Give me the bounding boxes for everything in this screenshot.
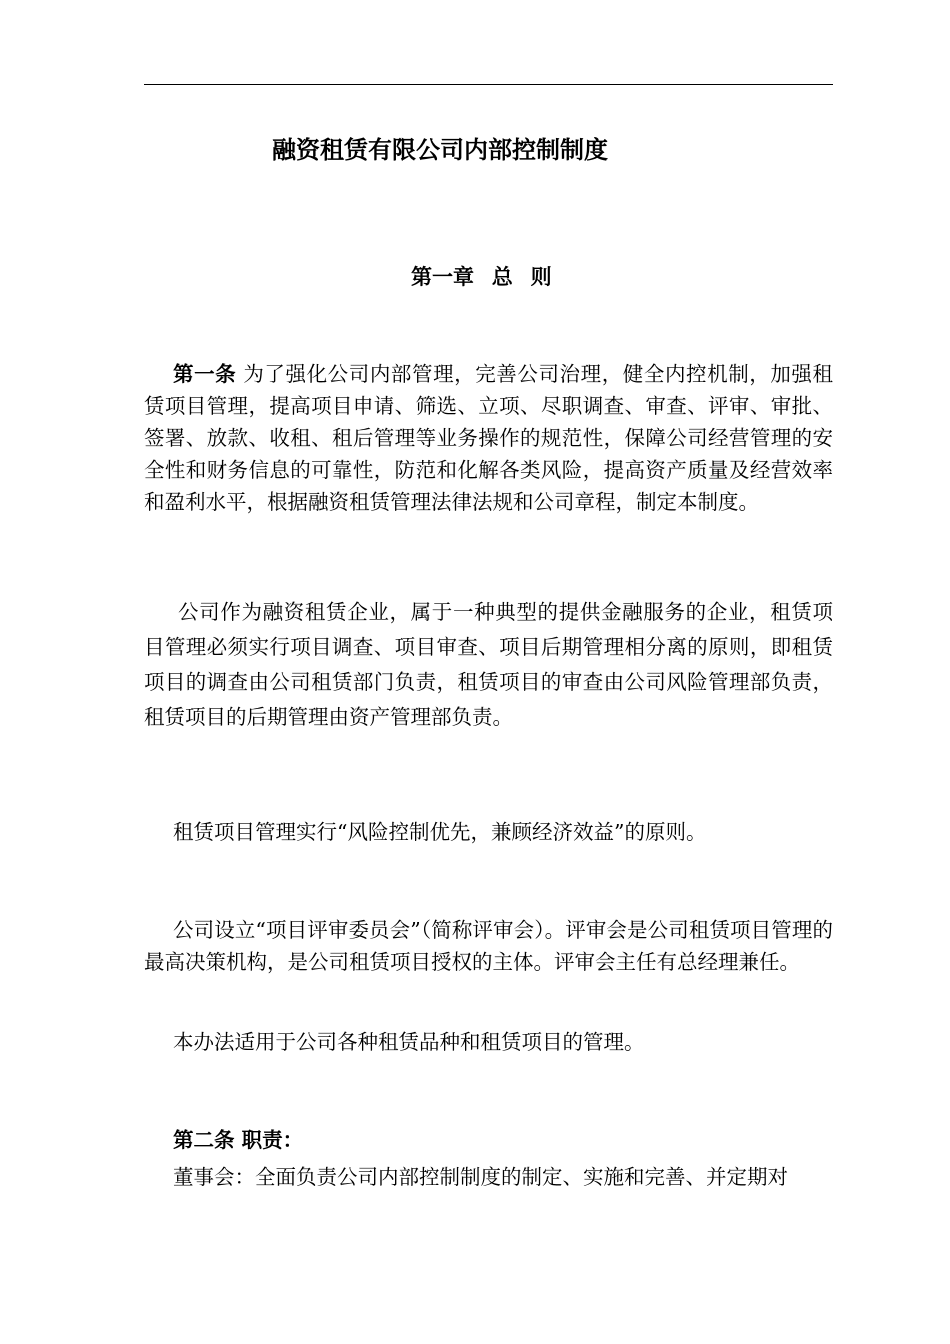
article-1-text: 为了强化公司内部管理，完善公司治理，健全内控机制，加强租赁项目管理，提高项目申请、筛选、立项、尽职调查、审查、评审、审批、签署、放款、收租、租后管理等业务操作的规范性，保障公司经营管理的安全性和财务信息的可靠性，防范和化解各类风险，提高资产质量及经营效率和盈利水平，根据融资租赁管理法律法规和公司章程，制定本制度。 xyxy=(144,362,834,514)
paragraph-scope: 本办法适用于公司各种租赁品种和租赁项目的管理。 xyxy=(173,1030,645,1054)
paragraph-principle: 租赁项目管理实行“风险控制优先，兼顾经济效益”的原则。 xyxy=(173,820,707,844)
paragraph-company-nature: 公司作为融资租赁企业，属于一种典型的提供金融服务的企业，租赁项目管理必须实行项目调查、项目审查、项目后期管理相分离的原则，即租赁项目的调查由公司租赁部门负责，租赁项目的审查由公司风险管理部负责，租赁项目的后期管理由资产管理部负责。 xyxy=(144,600,833,729)
article-2-paragraph xyxy=(144,1124,833,1156)
paragraph-review-committee: 公司设立“项目评审委员会”（简称评审会）。评审会是公司租赁项目管理的最高决策机构，是公司租赁项目授权的主体。评审会主任有总经理兼任。 xyxy=(144,918,833,974)
paragraph-board-duties: 董事会：全面负责公司内部控制制度的制定、实施和完善、并定期对 xyxy=(173,1165,788,1189)
header-rule xyxy=(144,84,833,85)
document-title: 融资租赁有限公司内部控制制度 xyxy=(272,135,608,164)
article-2-label: 第二条 职责： xyxy=(173,1128,304,1152)
chapter-heading: 第一章 总 则 xyxy=(411,264,552,289)
article-1-paragraph xyxy=(144,358,833,518)
article-1-label: 第一条 xyxy=(173,362,237,386)
